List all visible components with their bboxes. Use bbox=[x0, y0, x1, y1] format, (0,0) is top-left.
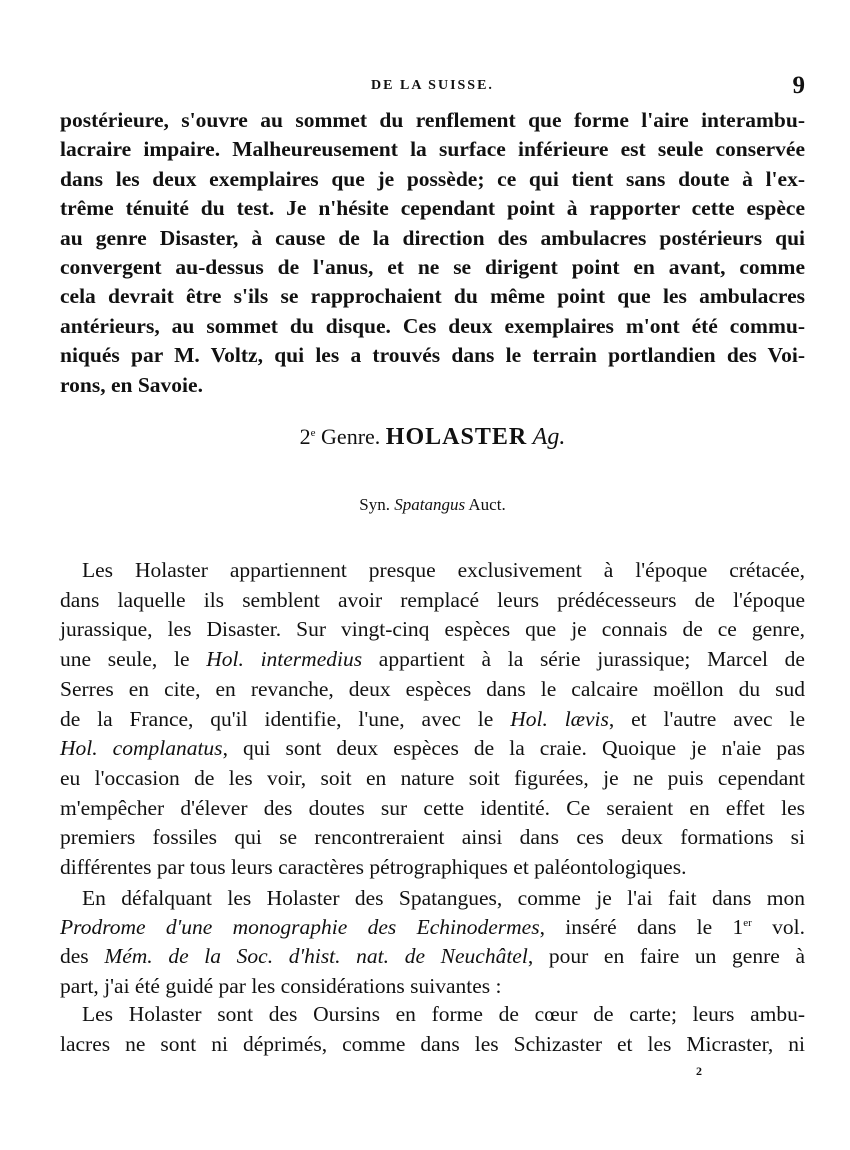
text-line: dans laquelle ils semblent avoir remplacé leurs prédécesseurs de l'époque bbox=[60, 587, 805, 612]
text-line: cela devrait être s'ils se rapprochaient du même point que les ambulacres bbox=[60, 284, 805, 309]
paragraph-disaster-description bbox=[60, 106, 805, 400]
synonym-line bbox=[60, 495, 805, 515]
genus-name: HOLASTER bbox=[385, 424, 528, 450]
text-line: lacres ne sont ni déprimés, comme dans les Schizaster et les Micraster, ni bbox=[60, 1032, 805, 1056]
running-title: DE LA SUISSE. bbox=[371, 78, 494, 93]
paragraph-holaster-epoch bbox=[60, 556, 805, 883]
text-line: convergent au-dessus de l'anus, et ne se dirigent point en avant, comme bbox=[60, 255, 805, 280]
genus-number: 2 bbox=[299, 424, 311, 449]
text-line: trême ténuité du test. Je n'hésite cependant point à rapporter cette espèce bbox=[60, 196, 805, 221]
text-line: des Mém. de la Soc. d'hist. nat. de Neuchâtel, pour en faire un genre à bbox=[60, 944, 805, 969]
text-line: premiers fossiles qui se rencontreraient ainsi dans ces deux formations si bbox=[60, 825, 805, 850]
text-line: lacraire impaire. Malheureusement la surface inférieure est seule conservée bbox=[60, 137, 805, 162]
genus-heading bbox=[60, 424, 805, 451]
text-line: Les Holaster appartiennent presque exclusivement à l'époque crétacée, bbox=[82, 558, 805, 582]
signature-mark: 2 bbox=[696, 1064, 702, 1078]
text-line: différentes par tous leurs caractères pétrographiques et paléontologiques. bbox=[60, 855, 687, 880]
running-head bbox=[60, 74, 805, 98]
paragraph-separation bbox=[60, 884, 805, 1001]
text-line: En défalquant les Holaster des Spatangues, comme je l'ai fait dans mon bbox=[82, 886, 805, 910]
journal-title: Mém. de la Soc. d'hist. nat. de Neuchâtel bbox=[104, 944, 528, 969]
text-line: une seule, le Hol. intermedius appartient à la série jurassique; Marcel de bbox=[60, 647, 805, 672]
text-line: niqués par M. Voltz, qui les a trouvés dans le terrain portlandien des Voi- bbox=[60, 343, 805, 368]
synonym-genus: Spatangus bbox=[394, 495, 466, 514]
text-line: Les Holaster sont des Oursins en forme de cœur de carte; leurs ambu- bbox=[82, 1002, 805, 1026]
synonym-author: Auct. bbox=[468, 495, 506, 514]
text-line: postérieure, s'ouvre au sommet du renflement que forme l'aire interambu- bbox=[60, 108, 805, 132]
text-line: antérieurs, au sommet du disque. Ces deux exemplaires m'ont été commu- bbox=[60, 313, 805, 338]
synonym-prefix: Syn. bbox=[359, 495, 390, 514]
text-line: rons, en Savoie. bbox=[60, 372, 203, 397]
species-name: Hol. lævis bbox=[510, 706, 609, 731]
genus-number-suffix: e bbox=[310, 427, 316, 439]
text-line: au genre Disaster, à cause de la direction des ambulacres postérieurs qui bbox=[60, 225, 805, 250]
text-line: jurassique, les Disaster. Sur vingt-cinq espèces que je connais de ce genre, bbox=[60, 617, 805, 642]
text-line: dans les deux exemplaires que je possède; ce qui tient sans doute à l'ex- bbox=[60, 166, 805, 191]
text-line: Prodrome d'une monographie des Echinodermes, inséré dans le 1er vol. bbox=[60, 915, 805, 940]
species-name: Hol. complanatus bbox=[60, 736, 223, 761]
book-title: Prodrome d'une monographie des Echinodermes bbox=[60, 915, 540, 940]
genre-word: Genre. bbox=[321, 424, 381, 449]
text-line: Serres en cite, en revanche, deux espèces dans le calcaire moëllon du sud bbox=[60, 676, 805, 701]
species-name: Hol. intermedius bbox=[206, 647, 363, 672]
paragraph-holaster-form bbox=[60, 999, 805, 1059]
genus-author: Ag. bbox=[532, 424, 566, 450]
text-line: eu l'occasion de les voir, soit en nature soit figurées, je ne puis cependant bbox=[60, 765, 805, 790]
text-line: m'empêcher d'élever des doutes sur cette identité. Ce seraient en effet les bbox=[60, 795, 805, 820]
text-line: Hol. complanatus, qui sont deux espèces de la craie. Quoique je n'aie pas bbox=[60, 736, 806, 761]
text-line: de la France, qu'il identifie, l'une, avec le Hol. lævis, et l'autre avec le bbox=[60, 706, 805, 731]
text-line: part, j'ai été guidé par les considérations suivantes : bbox=[60, 973, 502, 998]
page-number: 9 bbox=[792, 72, 805, 99]
